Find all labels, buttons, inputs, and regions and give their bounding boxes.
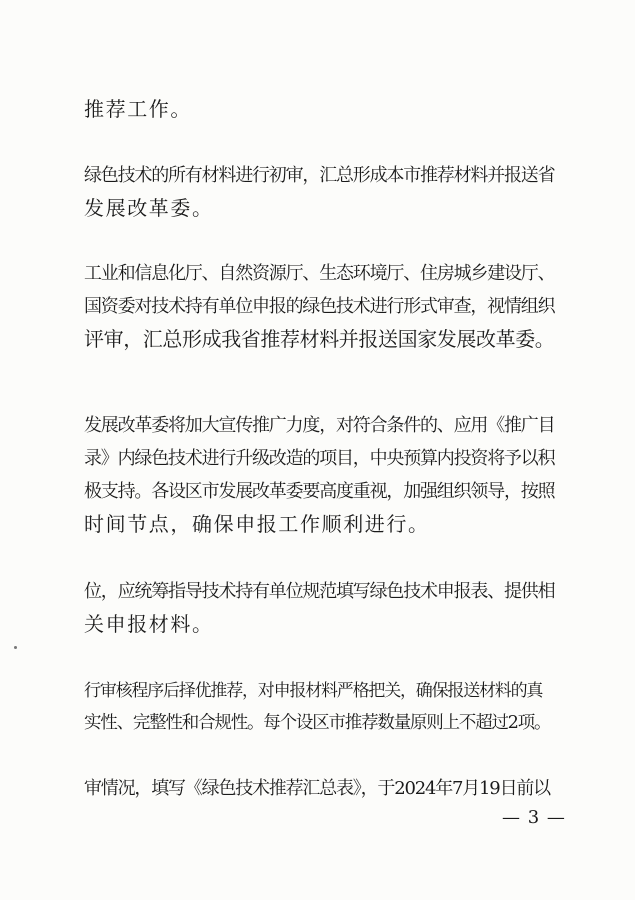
- paragraph-line: 工业和信息化厅、自然资源厅、生态环境厅、住房城乡建设厅、: [84, 263, 555, 284]
- paragraph-line: 发展改革委。: [84, 196, 214, 220]
- paragraph-line: 评审，汇总形成我省推荐材料并报送国家发展改革委。: [84, 327, 555, 351]
- paragraph-line: 发展改革委将加大宣传推广力度，对符合条件的、应用《推广目: [84, 415, 555, 436]
- paragraph-line: 关申报材料。: [84, 612, 214, 636]
- paragraph-line: 行审核程序后择优推荐，对申报材料严格把关，确保报送材料的真: [84, 681, 543, 701]
- paragraph-line: 位，应统筹指导技术持有单位规范填写绿色技术申报表、提供相: [84, 581, 555, 602]
- paragraph-line: 极支持。各设区市发展改革委要高度重视，加强组织领导，按照: [84, 481, 555, 502]
- paragraph-line: 推荐工作。: [84, 97, 192, 121]
- paragraph-line: [118, 546, 588, 572]
- paragraph-line: [118, 645, 588, 671]
- scan-speck: [14, 646, 17, 649]
- paragraph-line: [118, 381, 588, 407]
- paragraph-line: 审情况，填写《绿色技术推荐汇总表》，于2024年7月19日前以: [84, 778, 550, 799]
- paragraph-line: [118, 744, 588, 770]
- paragraph-line: 绿色技术的所有材料进行初审，汇总形成本市推荐材料并报送省: [84, 165, 555, 186]
- paragraph-line: 国资委对技术持有单位申报的绿色技术进行形式审查，视情组织: [84, 296, 555, 317]
- page-number: — 3 —: [502, 807, 566, 828]
- paragraph-line: 时间节点，确保申报工作顺利进行。: [84, 512, 430, 536]
- section-heading: [118, 346, 588, 372]
- paragraph-line: [118, 229, 588, 255]
- paragraph-line: [118, 131, 588, 157]
- paragraph-line: 录》内绿色技术进行升级改造的项目，中央预算内投资将予以积: [84, 448, 555, 469]
- paragraph-line: 实性、完整性和合规性。每个设区市推荐数量原则上不超过2项。: [84, 713, 551, 733]
